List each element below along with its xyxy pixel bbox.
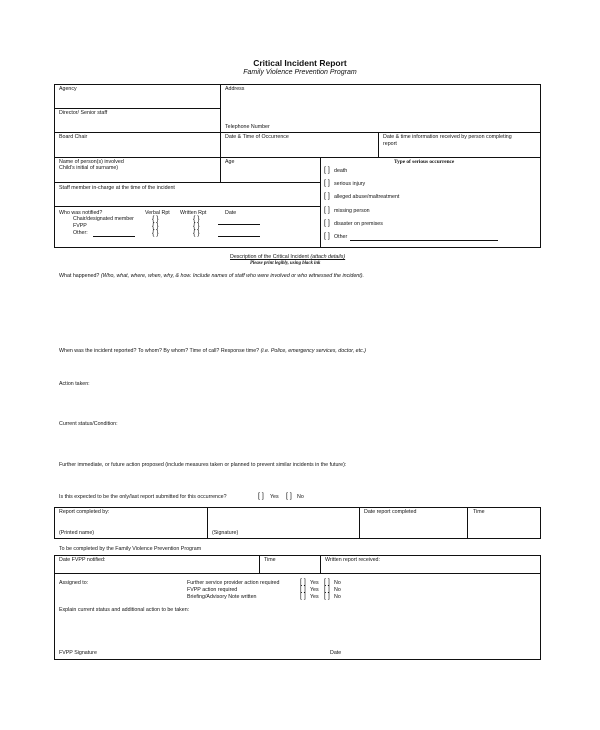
fvpp-action-no-checkbox[interactable]: [ ] [324, 586, 330, 593]
verbal-rpt-checkbox[interactable]: { } [152, 216, 159, 223]
rule [54, 555, 541, 556]
only-last-yes-checkbox[interactable]: [ ] [258, 493, 264, 500]
disaster-label: disaster on premises [334, 221, 383, 227]
when-reported-hint: (i.e. Police, emergency services, doctor, etc.) [260, 348, 366, 354]
other-occurrence-line[interactable] [350, 240, 498, 241]
alleged-abuse-label: alleged abuse/maltreatment [334, 194, 400, 200]
rule [359, 507, 360, 538]
only-last-report-label: Is this expected to be the only/last report submitted for this occurrence? [59, 494, 227, 500]
briefing-no-checkbox[interactable]: [ ] [324, 593, 330, 600]
rule [54, 132, 541, 133]
written-rpt-checkbox[interactable]: { } [193, 223, 200, 230]
rule [54, 84, 55, 247]
what-happened-hint: (Who, what, where, when, why, & how. Include names of staff who were involved or who witnessed the incident). [100, 273, 364, 279]
persons-involved-sublabel: Child’s initial of surname) [59, 165, 119, 171]
date-info-received-label: Date & time information received by person completing [383, 134, 512, 140]
fvpp-time-label: Time [264, 557, 276, 563]
no-label: No [334, 587, 341, 593]
written-report-received-label: Written report received: [325, 557, 380, 563]
current-status-label: Current status/Condition: [59, 421, 118, 427]
print-note: Please print legibly, using black ink [250, 261, 321, 266]
briefing-yes-checkbox[interactable]: [ ] [300, 593, 306, 600]
rule [320, 157, 321, 247]
rule [54, 247, 541, 248]
agency-label: Agency [59, 86, 77, 92]
action-taken-label: Action taken: [59, 381, 90, 387]
description-heading: Description of the Critical Incident (attach details) [230, 254, 346, 260]
written-rpt-label: Written Rpt [180, 210, 207, 216]
printed-name-label: (Printed name) [59, 530, 95, 536]
staff-in-charge-label: Staff member in-charge at the time of the incident [59, 185, 175, 191]
further-service-label: Further service provider action required [187, 580, 280, 586]
yes-label: Yes [310, 580, 319, 586]
notified-date-line[interactable] [218, 236, 260, 237]
rule [54, 157, 541, 158]
yes-label: Yes [310, 587, 319, 593]
no-label: No [334, 594, 341, 600]
assigned-to-label: Assigned to: [59, 580, 89, 586]
rule [220, 84, 221, 157]
serious-injury-checkbox[interactable]: [ ] [324, 180, 330, 187]
rule [220, 157, 221, 182]
when-reported-label: When was the incident reported? To whom? By whom? Time of call? Response time? (i.e. Police, emergency services, doctor, etc.) [59, 348, 366, 354]
rule [378, 132, 379, 157]
date-fvpp-notified-label: Date FVPP notified: [59, 557, 106, 563]
fvpp-signature-label: FVPP Signature [59, 650, 97, 656]
other-occurrence-label: Other [334, 234, 348, 240]
explain-status-label: Explain current status and additional action to be taken: [59, 607, 190, 613]
rule [54, 206, 320, 207]
briefing-label: Briefing/Advisory Note written [187, 594, 257, 600]
address-label: Address [225, 86, 245, 92]
fvpp-action-label: FVPP action required [187, 587, 238, 593]
fvpp-section-heading: To be completed by the Family Violence Prevention Program [59, 546, 202, 552]
further-service-no-checkbox[interactable]: [ ] [324, 579, 330, 586]
date-info-received-label-cont: report [383, 141, 397, 147]
rule [54, 538, 541, 539]
rule [54, 573, 541, 574]
rule [54, 507, 55, 538]
rule [259, 555, 260, 573]
missing-person-label: missing person [334, 208, 370, 214]
rule [540, 507, 541, 538]
death-label: death [334, 168, 348, 174]
no-label: No [334, 580, 341, 586]
notified-chair-label: Chair/designated member [73, 216, 134, 222]
notified-date-line[interactable] [218, 224, 260, 225]
rule [54, 555, 55, 659]
time-label: Time [473, 509, 485, 515]
missing-person-checkbox[interactable]: [ ] [324, 207, 330, 214]
serious-injury-label: serious injury [334, 181, 366, 187]
written-rpt-checkbox[interactable]: { } [193, 216, 200, 223]
persons-involved-label: Name of person(s) involved [59, 159, 124, 165]
other-occurrence-checkbox[interactable]: [ ] [324, 233, 330, 240]
rule [54, 84, 541, 85]
rule [320, 555, 321, 573]
verbal-rpt-label: Verbal Rpt [145, 210, 170, 216]
death-checkbox[interactable]: [ ] [324, 167, 330, 174]
board-chair-label: Board Chair [59, 134, 88, 140]
yes-label: Yes [310, 594, 319, 600]
what-happened-label: What happened? (Who, what, where, when, why, & how. Include names of staff who were involved or who witnessed the incident). [59, 273, 364, 279]
only-last-yes-label: Yes [270, 494, 279, 500]
notified-fvpp-label: FVPP [73, 223, 87, 229]
notified-other-line[interactable] [93, 236, 135, 237]
disaster-checkbox[interactable]: [ ] [324, 220, 330, 227]
rule [54, 108, 221, 109]
rule [540, 555, 541, 659]
further-service-yes-checkbox[interactable]: [ ] [300, 579, 306, 586]
notified-other-label: Other: [73, 230, 88, 236]
age-label: Age [225, 159, 235, 165]
date-report-completed-label: Date report completed [364, 509, 417, 515]
date-label: Date [225, 210, 237, 216]
rule [207, 507, 208, 538]
only-last-no-label: No [297, 494, 304, 500]
form-title: Critical Incident Report [253, 58, 347, 68]
report-completed-by-label: Report completed by: [59, 509, 110, 515]
who-notified-label: Who was notified? [59, 210, 103, 216]
further-action-label: Further immediate, or future action proposed (include measures taken or planned to prevent similar incidents in the future): [59, 462, 347, 468]
director-label: Director/ Senior staff [59, 110, 108, 116]
telephone-label: Telephone Number [225, 124, 270, 130]
alleged-abuse-checkbox[interactable]: [ ] [324, 193, 330, 200]
form-subtitle: Family Violence Prevention Program [243, 69, 357, 76]
verbal-rpt-checkbox[interactable]: { } [152, 230, 159, 237]
rule [540, 84, 541, 247]
rule [467, 507, 468, 538]
signature-label: (Signature) [212, 530, 239, 536]
occurrence-type-heading: Type of serious occurrence [394, 159, 455, 165]
only-last-no-checkbox[interactable]: [ ] [286, 493, 292, 500]
fvpp-action-yes-checkbox[interactable]: [ ] [300, 586, 306, 593]
date-time-occurrence-label: Date & Time of Occurrence [225, 134, 289, 140]
rule [54, 182, 320, 183]
rule [54, 659, 541, 660]
written-rpt-checkbox[interactable]: { } [193, 230, 200, 237]
fvpp-date-label: Date [330, 650, 342, 656]
verbal-rpt-checkbox[interactable]: { } [152, 223, 159, 230]
